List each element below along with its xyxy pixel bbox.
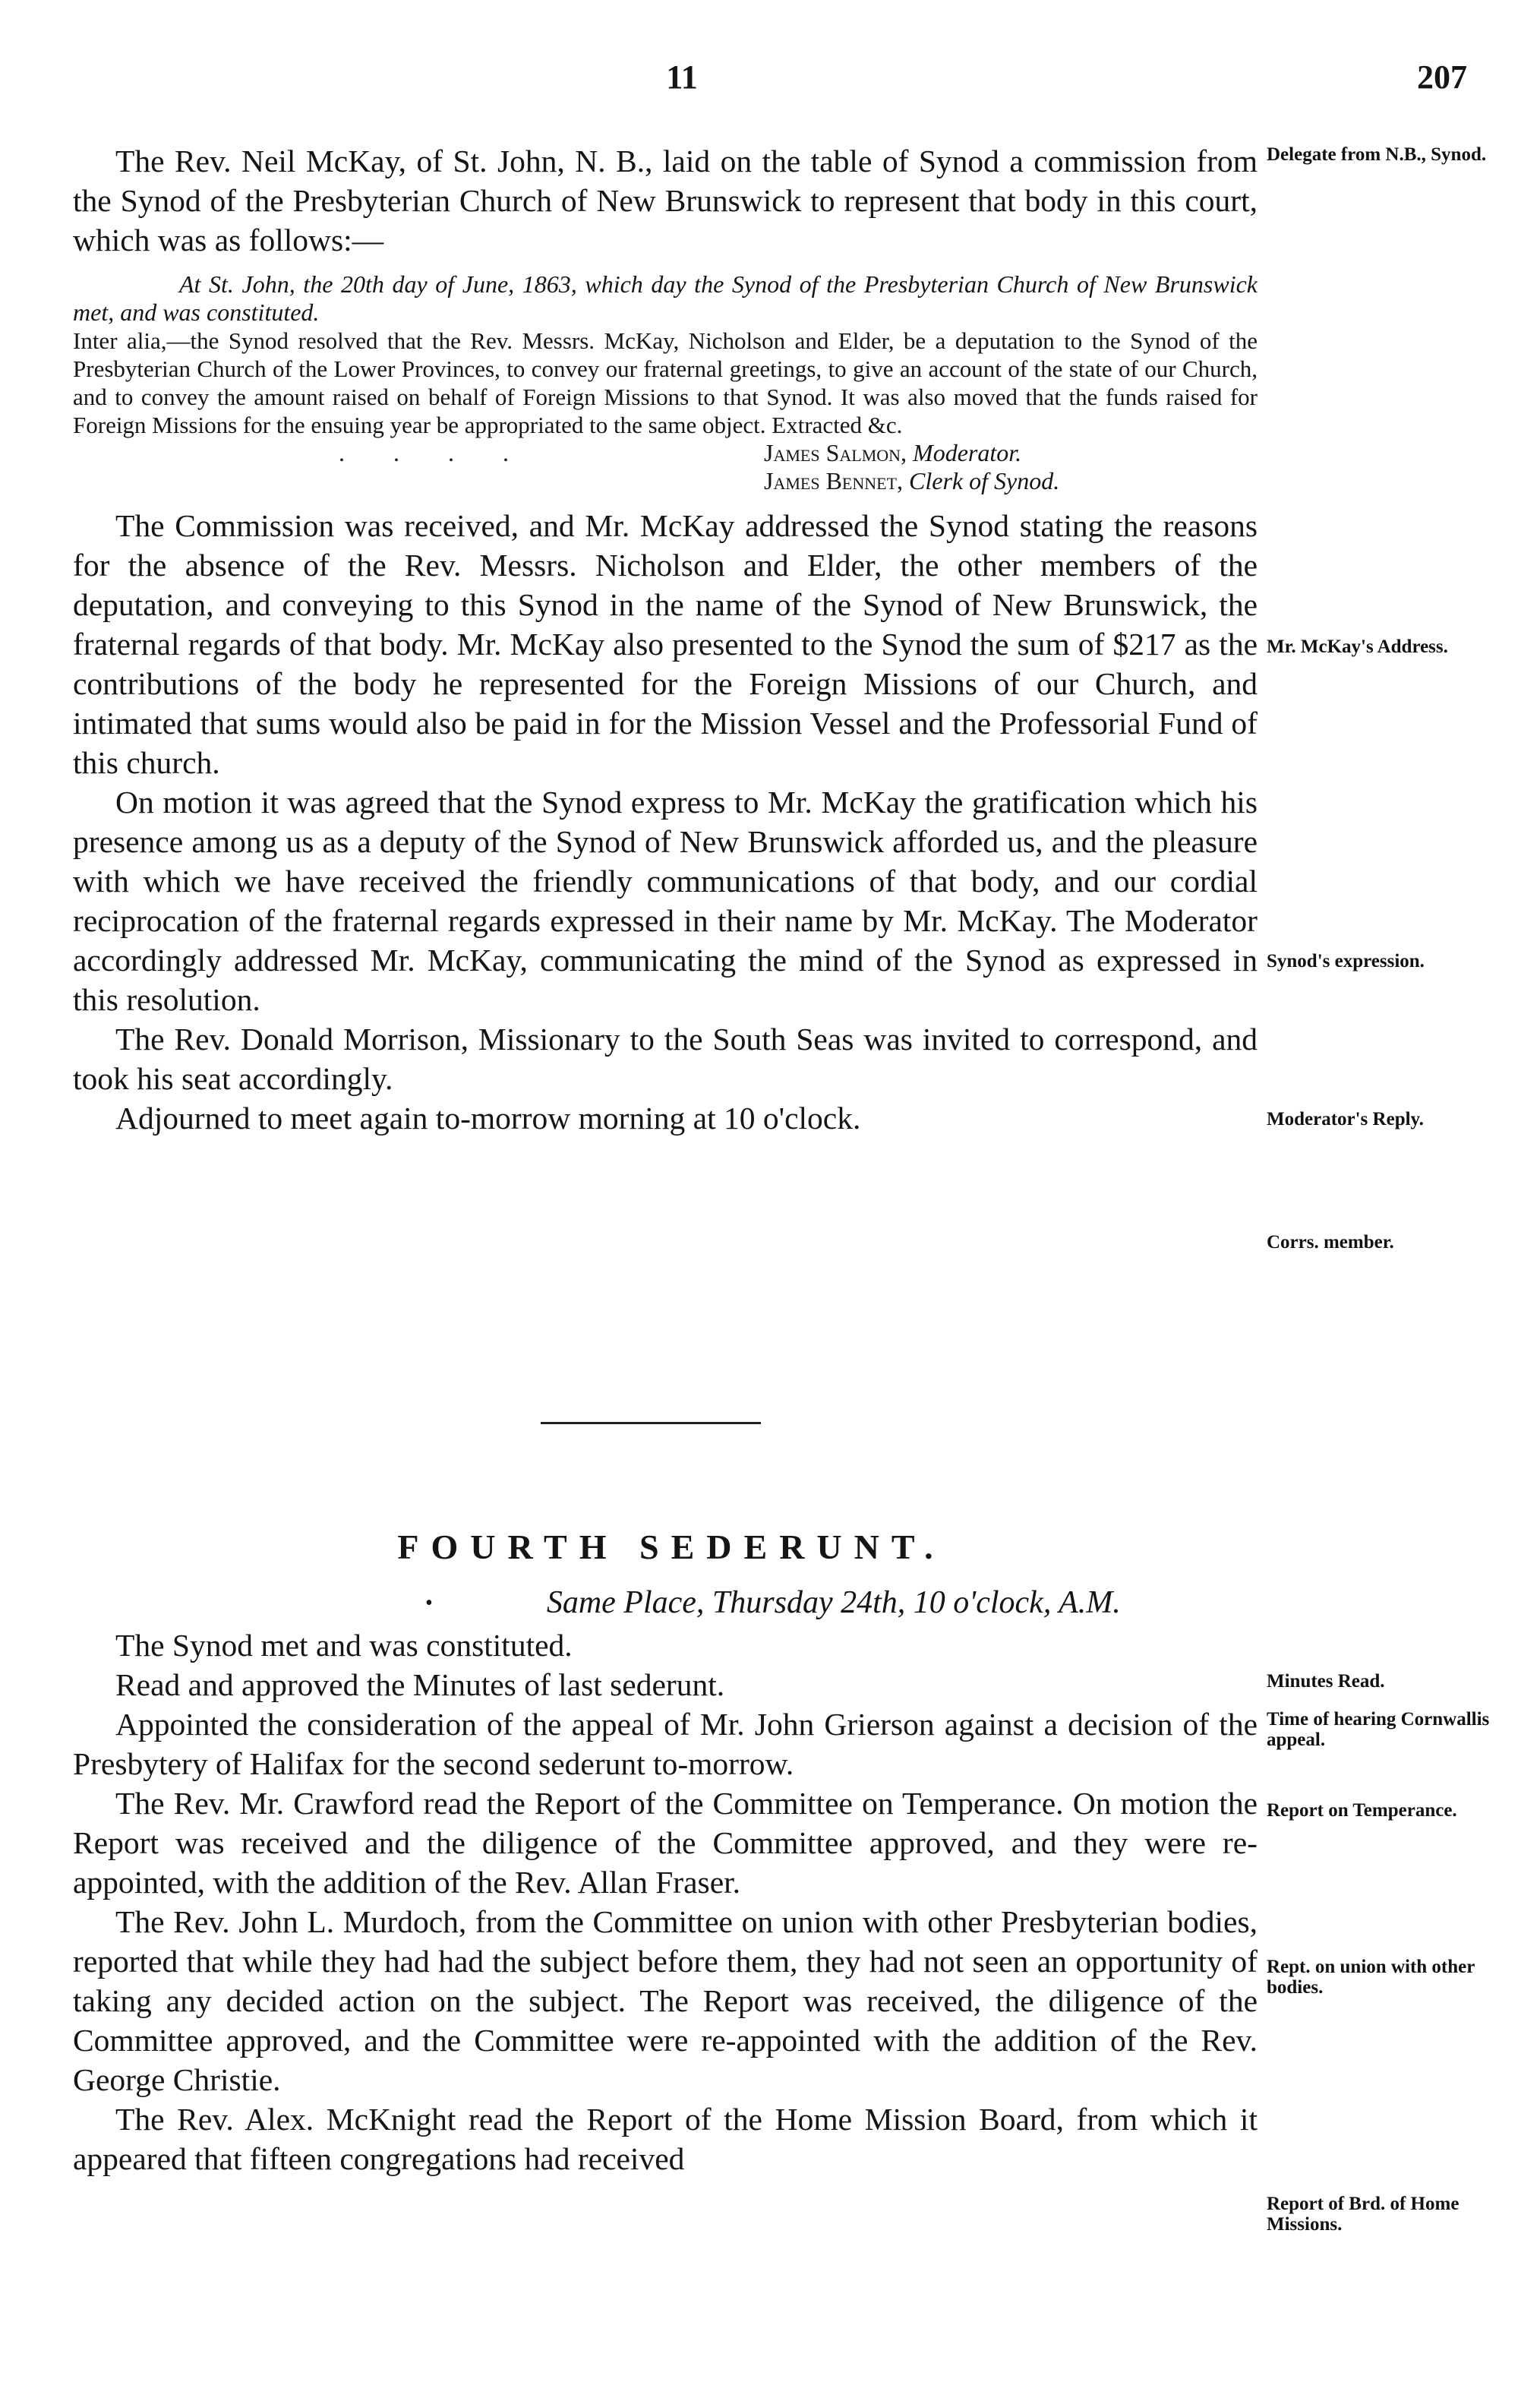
paragraph-temperance: The Rev. Mr. Crawford read the Report of the Committee on Temperance. On motion the Report was received and the diligence of the Committee approved, and they were re-appointed, with the addition of the Rev. Allan Fraser. (73, 1786, 1258, 1900)
paragraph-delegate: The Rev. Neil McKay, of St. John, N. B., laid on the table of Synod a commission from the Synod of the Presbyterian Church of New Brunswick to represent that body in this court, which was as follows:— (73, 144, 1258, 257)
margin-note-delegate: Delegate from N.B., Synod. (1267, 144, 1487, 165)
section-divider (541, 1422, 761, 1424)
section-heading: FOURTH SEDERUNT. (397, 1527, 945, 1566)
paragraph-union: The Rev. John L. Murdoch, from the Committee on union with other Presbyterian bodies, reported that while they had had the subject before them, they had not seen an opportunity of taking any decided action on the subject. The Report was received, the diligence of the Committee approved, and the Committee were re-appointed with the addition of the Rev. George Christie. (73, 1904, 1258, 2097)
running-header (0, 58, 1540, 103)
dateline-mark: • (425, 1591, 433, 1615)
margin-note-reply: Moderator's Reply. (1267, 1109, 1424, 1129)
signature-dots: . . . . (339, 439, 530, 466)
section-one-body (73, 141, 1258, 1138)
paragraph-motion: On motion it was agreed that the Synod express to Mr. McKay the gratification which his presence among us as a deputy of the Synod of New Brunswick afforded us, and the pleasure with which we have received the friendly communications of that body, and our cordial reciprocation of the fraternal regards expressed in their name by Mr. McKay. The Moderator accordingly addressed Mr. McKay, communicating the mind of the Synod as expressed in this resolution. (73, 785, 1258, 1017)
margin-note-corr-member: Corrs. member. (1267, 1232, 1394, 1253)
extract-heading: At St. John, the 20th day of June, 1863, which day the Synod of the Presbyterian Church of New Brunswick met, and was constituted. (73, 270, 1258, 326)
section-number: 11 (666, 58, 698, 96)
paragraph-morrison: The Rev. Donald Morrison, Missionary to the South Seas was invited to correspond, and took his seat accordingly. (73, 1022, 1258, 1096)
clerk-title: Clerk of Synod. (909, 467, 1060, 494)
signature-block (73, 439, 1258, 495)
margin-note-home-missions: Report of Brd. of Home Missions. (1267, 2194, 1460, 2235)
paragraph-minutes: Read and approved the Minutes of last sederunt. (115, 1667, 725, 1702)
paragraph-adjourned: Adjourned to meet again to-morrow morning at 10 o'clock. (115, 1101, 861, 1136)
margin-note-minutes: Minutes Read. (1267, 1671, 1385, 1692)
moderator-title: Moderator. (913, 439, 1022, 466)
clerk-name: James Bennet, (764, 467, 904, 494)
margin-note-union: Rept. on union with other bodies. (1267, 1957, 1475, 1998)
paragraph-home-mission: The Rev. Alex. McKnight read the Report of the Home Mission Board, from which it appeared that fifteen congregations had received (73, 2102, 1258, 2176)
margin-note-address: Mr. McKay's Address. (1267, 637, 1448, 657)
dateline (425, 1584, 1121, 1621)
paragraph-commission: The Commission was received, and Mr. McKay addressed the Synod stating the reasons for the absence of the Rev. Messrs. Nicholson and Elder, the other members of the deputation, and conveying to this Synod in the name of the Synod of New Brunswick, the fraternal regards of that body. Mr. McKay also presented to the Synod the sum of $217 as the contributions of the body he represented for the Foreign Missions of our Church, and intimated that sums would also be paid in for the Mission Vessel and the Professorial Fund of this church. (73, 508, 1258, 780)
dateline-text: Same Place, Thursday 24th, 10 o'clock, A.M. (546, 1585, 1121, 1620)
moderator-name: James Salmon, (764, 439, 907, 466)
extract-body: Inter alia,—the Synod resolved that the Rev. Messrs. McKay, Nicholson and Elder, be a deputation to the Synod of the Presbyterian Church of the Lower Provinces, to convey our fraternal greetings, to give an account of the state of our Church, and to convey the amount raised on behalf of Foreign Missions to that Synod. It was also moved that the funds raised for Foreign Missions for the ensuing year be appropriated to the same object. Extracted &c. (73, 327, 1258, 438)
page-number: 207 (1417, 58, 1467, 96)
margin-note-hearing: Time of hearing Cornwallis appeal. (1267, 1709, 1490, 1750)
section-two-body (73, 1625, 1258, 2178)
margin-note-temperance: Report on Temperance. (1267, 1800, 1457, 1821)
paragraph-constituted: The Synod met and was constituted. (115, 1628, 573, 1663)
margin-note-expression: Synod's expression. (1267, 951, 1425, 971)
paragraph-appeal: Appointed the consideration of the appeal of Mr. John Grierson against a decision of the Presbytery of Halifax for the second sederunt to-morrow. (73, 1707, 1258, 1781)
